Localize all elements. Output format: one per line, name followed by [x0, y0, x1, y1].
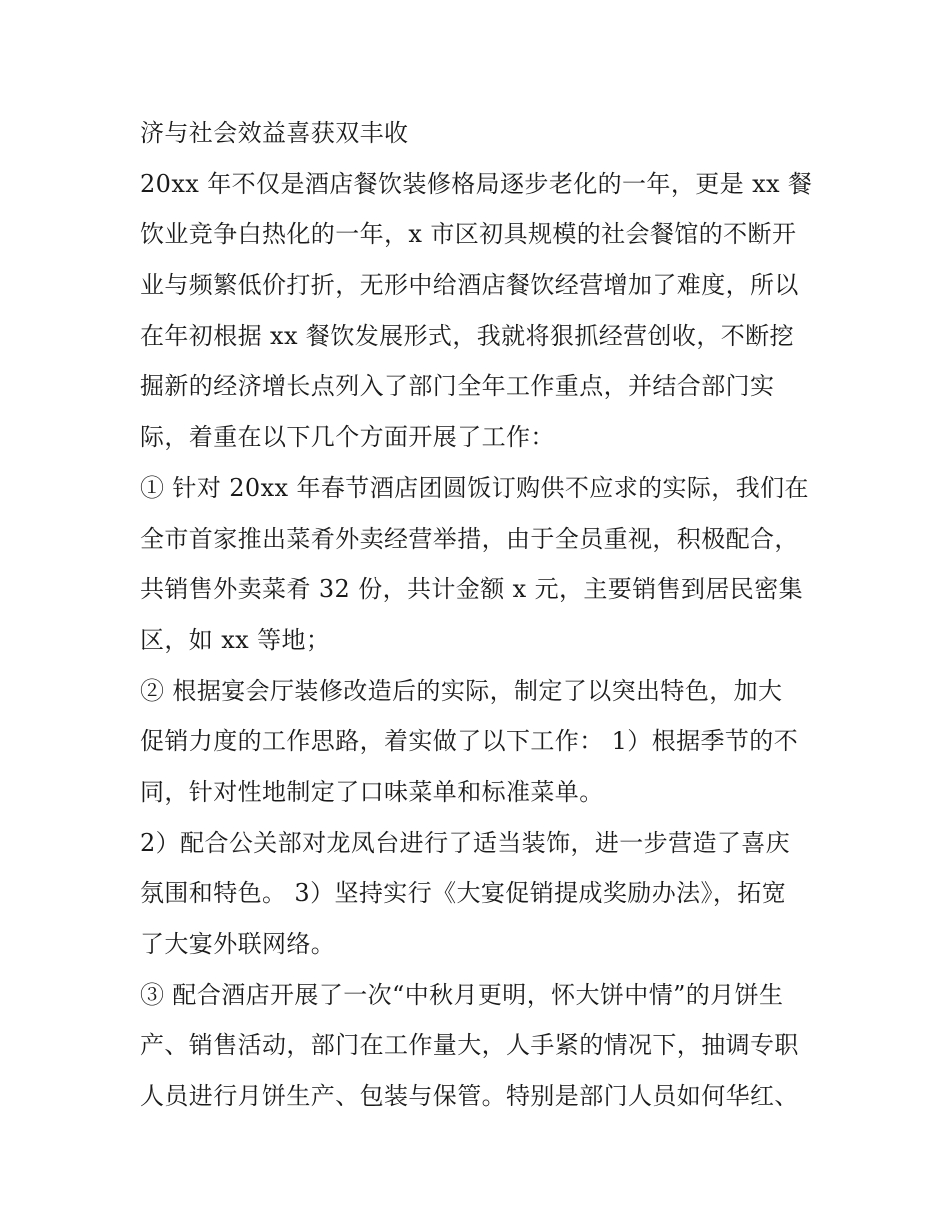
- document-body: [140, 108, 830, 1122]
- text-line: 氛围和特色。 3）坚持实行《大宴促销提成奖励办法》，拓宽: [140, 879, 787, 908]
- text-line: 济与社会效益喜获双丰收: [140, 119, 409, 147]
- text-line: 人员进行月饼生产、包装与保管。特别是部门人员如何华红、: [140, 1082, 799, 1111]
- text-line: 促销力度的工作思路，着实做了以下工作： 1）根据季节的不: [140, 727, 799, 756]
- text-line: ③ 配合酒店开展了一次“中秋月更明，怀大饼中情”的月饼生: [140, 980, 784, 1009]
- text-line: 掘新的经济增长点列入了部门全年工作重点，并结合部门实: [140, 372, 775, 401]
- text-line: 同，针对性地制定了口味菜单和标准菜单。: [140, 777, 604, 806]
- text-line: 2）配合公关部对龙凤台进行了适当装饰，进一步营造了喜庆: [140, 828, 791, 857]
- text-line: 业与频繁低价打折，无形中给酒店餐饮经营增加了难度，所以: [140, 271, 799, 300]
- text-line: 产、销售活动，部门在工作量大，人手紧的情况下，抽调专职: [140, 1031, 799, 1060]
- text-line: ② 根据宴会厅装修改造后的实际，制定了以突出特色，加大: [140, 676, 783, 705]
- text-line: 在年初根据 xx 餐饮发展形式，我就将狠抓经营创收，不断挖: [140, 321, 794, 350]
- text-line: 际，着重在以下几个方面开展了工作：: [140, 423, 555, 452]
- text-line: 了大宴外联网络。: [140, 930, 336, 958]
- text-line: 饮业竞争白热化的一年，x 市区初具规模的社会餐馆的不断开: [140, 220, 797, 249]
- text-line: 共销售外卖菜肴 32 份，共计金额 x 元，主要销售到居民密集: [140, 575, 803, 604]
- text-line: 全市首家推出菜肴外卖经营举措，由于全员重视，积极配合，: [140, 524, 799, 553]
- text-line: 区，如 xx 等地；: [140, 625, 331, 654]
- text-line: 20xx 年不仅是酒店餐饮装修格局逐步老化的一年，更是 xx 餐: [140, 169, 813, 198]
- text-line: ① 针对 20xx 年春节酒店团圆饭订购供不应求的实际，我们在: [140, 473, 809, 502]
